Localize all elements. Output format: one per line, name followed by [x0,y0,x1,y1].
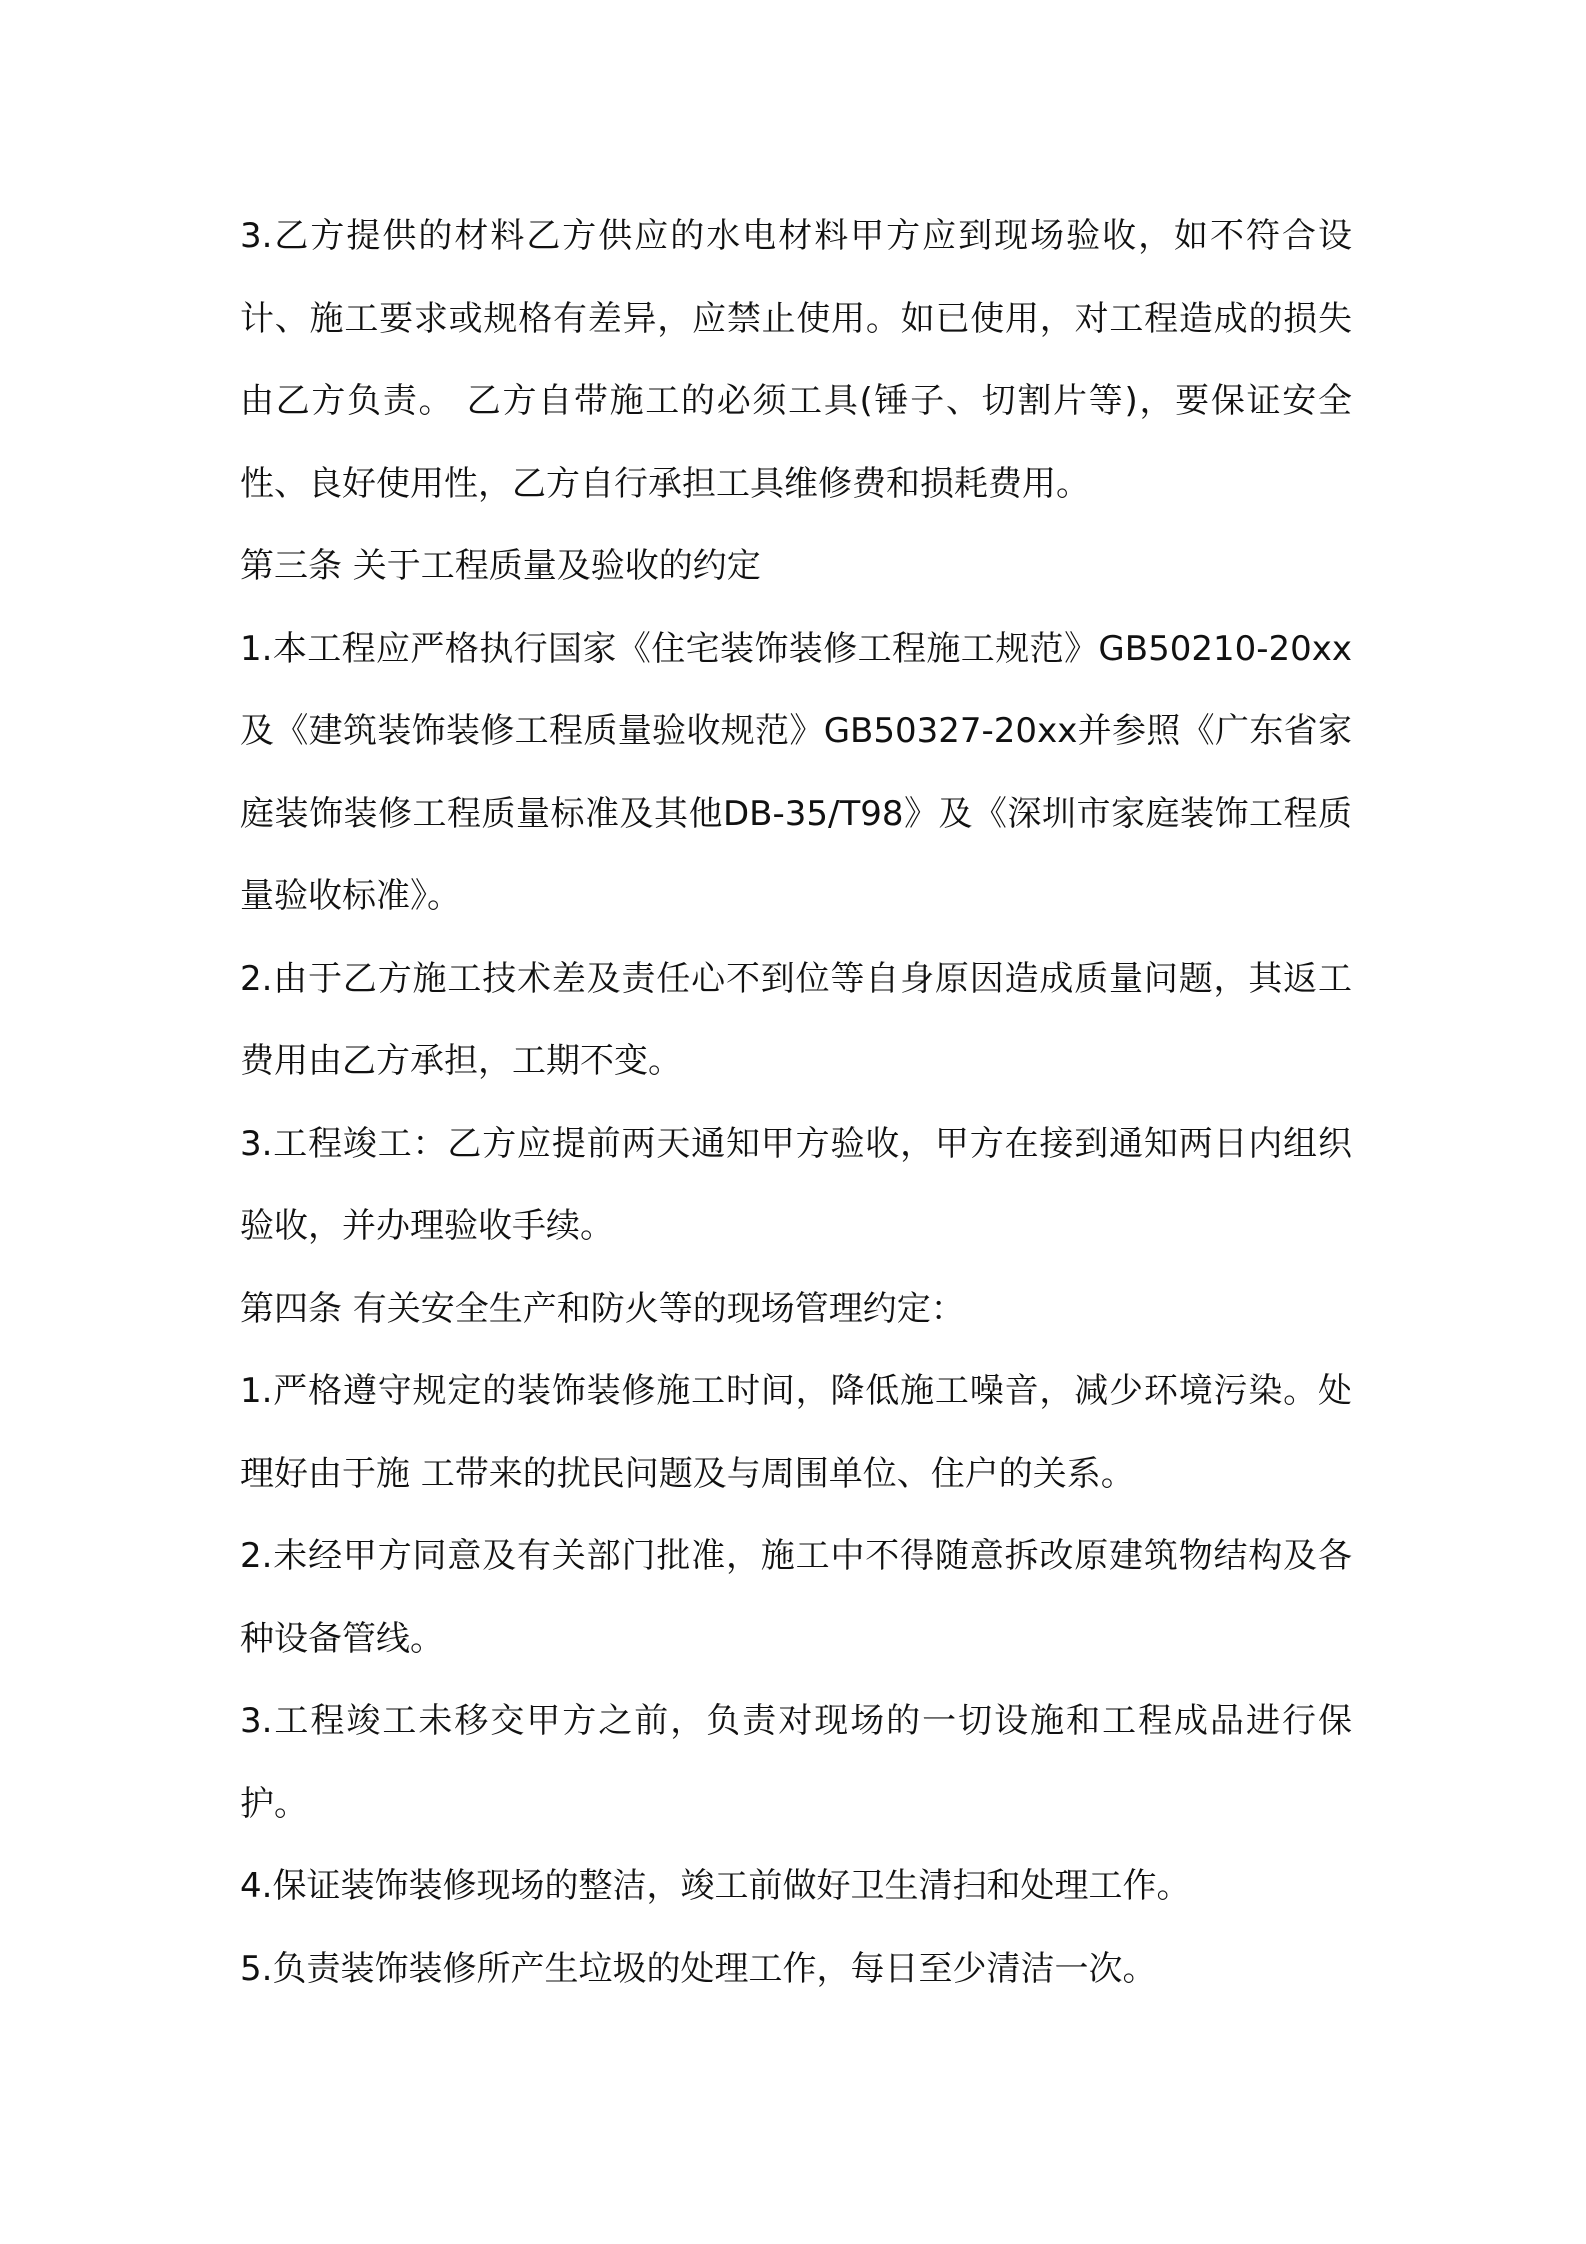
clause-paragraph-protection: 3.工程竣工未移交甲方之前，负责对现场的一切设施和工程成品进行保护。 [240,1701,1352,1824]
article-three-heading: 第三条 关于工程质量及验收的约定 [240,546,761,586]
clause-paragraph-waste: 5.负责装饰装修所产生垃圾的处理工作，每日至少清洁一次。 [240,1948,1157,1989]
clause-paragraph-structure: 2.未经甲方同意及有关部门批准，施工中不得随意拆改原建筑物结构及各种设备管线。 [240,1536,1352,1659]
article-four-heading: 第四条 有关安全生产和防火等的现场管理约定： [240,1288,965,1329]
clause-paragraph-standards: 1.本工程应严格执行国家《住宅装饰装修工程施工规范》GB50210-20xx及《建筑装饰装修工程质量验收规范》GB50327-20xx并参照《广东省家庭装饰装修工程质量标准及其他DB-35/T98》及《深圳市家庭装饰工程质量验收标准》。 [240,628,1352,916]
clause-paragraph-completion: 3.工程竣工：乙方应提前两天通知甲方验收，甲方在接到通知两日内组织验收，并办理验收手续。 [240,1123,1352,1246]
document-body [240,195,1352,2010]
clause-paragraph-noise: 1.严格遵守规定的装饰装修施工时间，降低施工噪音，减少环境污染。处理好由于施 工带来的扰民问题及与周围单位、住户的关系。 [240,1371,1352,1494]
clause-paragraph-cleanliness: 4.保证装饰装修现场的整洁，竣工前做好卫生清扫和处理工作。 [240,1866,1191,1906]
clause-paragraph-rework: 2.由于乙方施工技术差及责任心不到位等自身原因造成质量问题，其返工费用由乙方承担，工期不变。 [240,958,1352,1081]
clause-paragraph-materials: 3.乙方提供的材料乙方供应的水电材料甲方应到现场验收，如不符合设计、施工要求或规格有差异，应禁止使用。如已使用，对工程造成的损失由乙方负责。 乙方自带施工的必须工具(锤子、切割片等)，要保证安全性、良好使用性，乙方自行承担工具维修费和损耗费用。 [240,216,1352,504]
